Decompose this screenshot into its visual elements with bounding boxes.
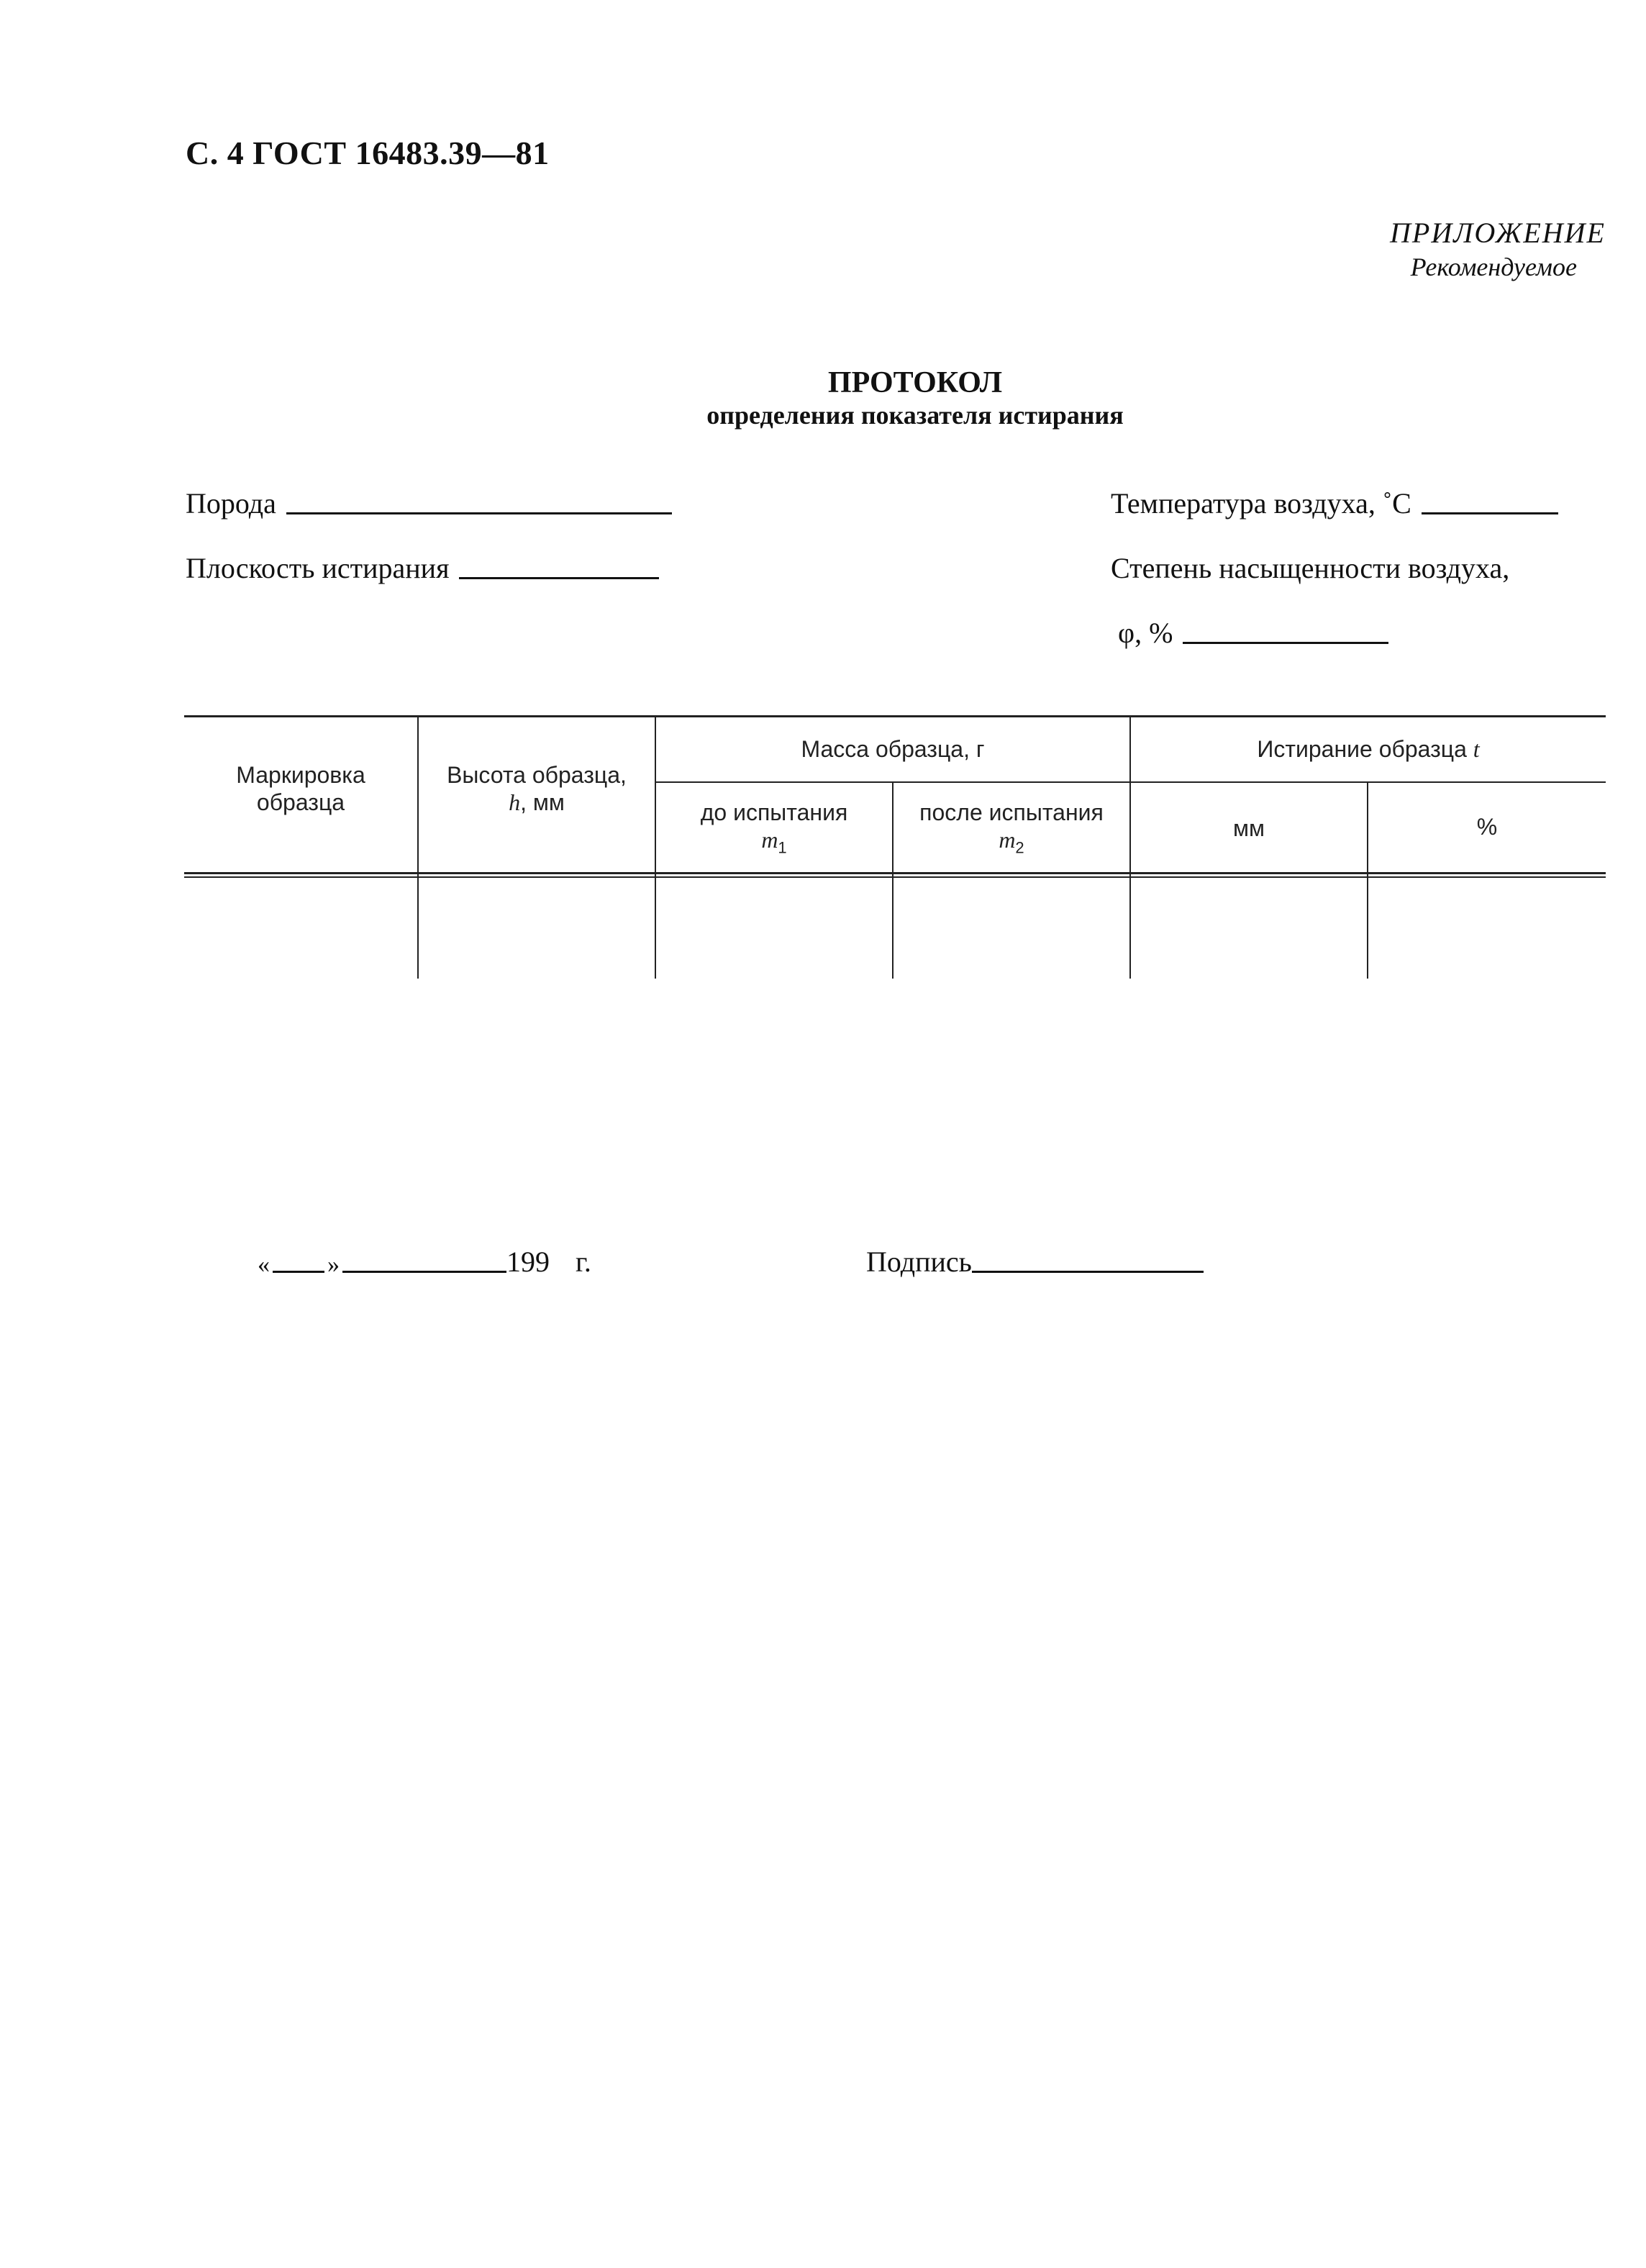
- header-mass-group: Масса образца, г: [801, 736, 985, 762]
- phi-blank[interactable]: [1183, 642, 1388, 644]
- date-close-quote: »: [327, 1251, 340, 1278]
- header-mass-after-var: m: [999, 827, 1016, 853]
- phi-label: φ, %: [1118, 617, 1173, 649]
- date-line: [258, 1245, 591, 1279]
- day-blank[interactable]: [273, 1271, 324, 1273]
- cell-height[interactable]: [419, 879, 655, 979]
- header-marking-text: Маркировка образца: [236, 762, 365, 815]
- header-height-label: Высота образца,: [447, 762, 627, 788]
- cell-abrasion-mm[interactable]: [1131, 879, 1367, 979]
- header-height: [419, 761, 655, 816]
- rock-label: Порода: [186, 487, 276, 520]
- header-mass-after-sub: 2: [1015, 838, 1024, 857]
- header-mass-before-label: до испытания: [700, 799, 848, 825]
- header-mass-before-symbol: [656, 826, 892, 861]
- header-mass-before: [656, 799, 892, 861]
- air-saturation-field: [1111, 551, 1509, 585]
- page-header: С. 4 ГОСТ 16483.39—81: [186, 135, 550, 171]
- header-height-var: h: [509, 789, 521, 815]
- air-temperature-field: [1111, 486, 1558, 520]
- header-abrasion-mm: мм: [1233, 815, 1265, 841]
- abrasion-plane-blank[interactable]: [459, 577, 659, 579]
- header-height-unit: , мм: [520, 789, 565, 815]
- header-abrasion-var: t: [1473, 736, 1480, 762]
- protocol-subtitle: определения показателя истирания: [706, 401, 1124, 430]
- cell-marking[interactable]: [184, 879, 417, 979]
- cell-mass-before[interactable]: [656, 879, 892, 979]
- header-abrasion-label: Истирание образца: [1257, 736, 1467, 762]
- air-saturation-label: Степень насыщенности воздуха,: [1111, 552, 1510, 584]
- table-header-rule-2: [184, 876, 1606, 878]
- cell-abrasion-pct[interactable]: [1368, 879, 1606, 979]
- header-height-unit-line: [419, 789, 655, 816]
- cell-mass-after[interactable]: [894, 879, 1129, 979]
- header-mass-after: [894, 799, 1129, 861]
- abrasion-plane-field: [186, 551, 659, 585]
- header-mass-after-label: после испытания: [919, 799, 1104, 825]
- protocol-title: ПРОТОКОЛ: [827, 366, 1003, 399]
- signature-line: [866, 1245, 1204, 1279]
- header-abrasion-group: [1131, 735, 1606, 763]
- rock-blank[interactable]: [286, 512, 672, 514]
- date-year: 199: [506, 1246, 550, 1278]
- header-abrasion-pct: %: [1476, 814, 1498, 840]
- header-marking: [184, 761, 417, 816]
- appendix-title: ПРИЛОЖЕНИЕ: [1390, 217, 1606, 249]
- signature-blank[interactable]: [972, 1271, 1204, 1273]
- header-mass-before-var: m: [761, 827, 778, 853]
- rock-field: [186, 486, 672, 520]
- table-top-rule: [184, 715, 1606, 717]
- table-header-rule-1: [184, 872, 1606, 874]
- signature-label: Подпись: [866, 1246, 972, 1278]
- header-mass-after-symbol: [894, 826, 1129, 861]
- air-temperature-blank[interactable]: [1422, 512, 1558, 514]
- appendix-subtitle: Рекомендуемое: [1410, 253, 1577, 281]
- phi-field: [1118, 616, 1388, 650]
- header-mass-before-sub: 1: [778, 838, 787, 857]
- month-blank[interactable]: [342, 1271, 506, 1273]
- table-group-rule: [656, 781, 1606, 783]
- date-open-quote: «: [258, 1251, 270, 1278]
- air-temperature-label: Температура воздуха, ˚С: [1111, 487, 1411, 520]
- date-year-suffix: г.: [576, 1246, 591, 1278]
- abrasion-plane-label: Плоскость истирания: [186, 552, 450, 584]
